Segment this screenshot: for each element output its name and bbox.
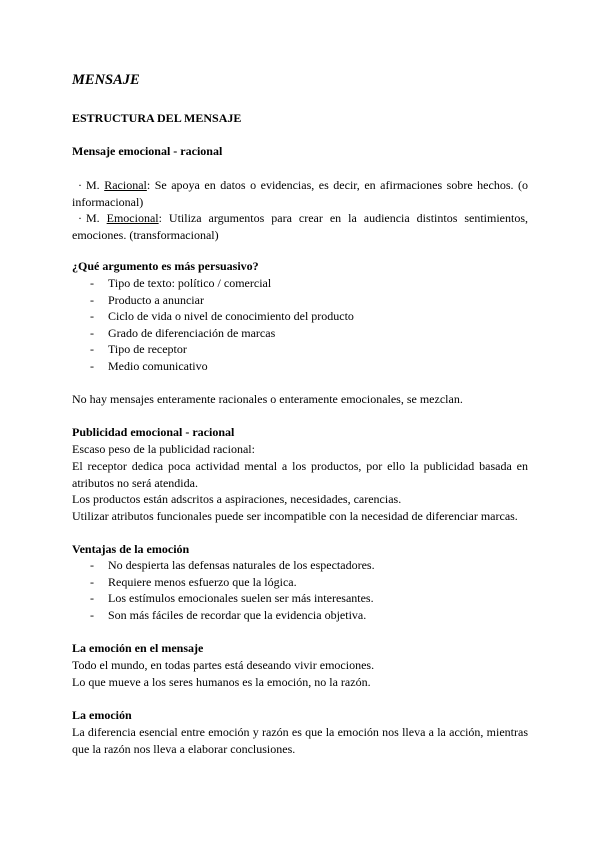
section-heading-emocion: La emoción (72, 708, 132, 722)
structure-heading: ESTRUCTURA DEL MENSAJE (72, 111, 242, 125)
list-item: - Tipo de receptor (90, 342, 187, 356)
list-item: - Los estímulos emocionales suelen ser más interesantes. (90, 591, 374, 605)
bullet-item-racional: · M. Racional: Se apoya en datos o evidencias, es decir, en afirmaciones sobre hechos. (o informacional) (72, 178, 529, 209)
paragraph-line: Utilizar atributos funcionales puede ser incompatible con la necesidad de diferenciar marcas. (72, 509, 518, 523)
conclusion-text: No hay mensajes enteramente racionales o enteramente emocionales, se mezclan. (72, 392, 463, 406)
paragraph-line: Lo que mueve a los seres humanos es la emoción, no la razón. (72, 675, 371, 689)
document-title: MENSAJE (72, 72, 140, 88)
paragraph-line: Escaso peso de la publicidad racional: (72, 442, 255, 456)
section-heading-publicidad: Publicidad emocional - racional (72, 425, 235, 439)
paragraph-line: Todo el mundo, en todas partes está deseando vivir emociones. (72, 658, 375, 672)
list-item: - Medio comunicativo (90, 359, 208, 373)
section-heading-emocion-mensaje: La emoción en el mensaje (72, 641, 204, 655)
paragraph-line: Los productos están adscritos a aspiraciones, necesidades, carencias. (72, 492, 402, 506)
list-item: - Ciclo de vida o nivel de conocimiento del producto (90, 309, 354, 323)
section-heading-ventajas: Ventajas de la emoción (72, 542, 190, 556)
section-heading-persuasivo: ¿Qué argumento es más persuasivo? (72, 259, 259, 273)
bullet-dot: · (78, 211, 82, 225)
section-heading-emocional-racional: Mensaje emocional - racional (72, 144, 223, 158)
paragraph-line: El receptor dedica poca actividad mental a los productos, por ello la publicidad basada en atributos no será atendida. (72, 459, 528, 490)
list-item: - Requiere menos esfuerzo que la lógica. (90, 575, 297, 589)
list-item: - No despierta las defensas naturales de los espectadores. (90, 558, 375, 572)
list-item: - Producto a anunciar (90, 293, 204, 307)
term-racional: Racional (104, 178, 147, 192)
bullet-dot: · (78, 178, 82, 192)
list-item: - Grado de diferenciación de marcas (90, 326, 276, 340)
list-item: - Tipo de texto: político / comercial (90, 276, 272, 290)
paragraph-text: La diferencia esencial entre emoción y razón es que la emoción nos lleva a la acción, mientras que la razón nos lleva a elaborar conclusiones. (72, 725, 528, 756)
list-item: - Son más fáciles de recordar que la evidencia objetiva. (90, 608, 367, 622)
bullet-item-emocional: · M. Emocional: Utiliza argumentos para crear en la audiencia distintos sentimientos, emociones. (transformacional) (72, 211, 528, 242)
term-emocional: Emocional (106, 211, 159, 225)
